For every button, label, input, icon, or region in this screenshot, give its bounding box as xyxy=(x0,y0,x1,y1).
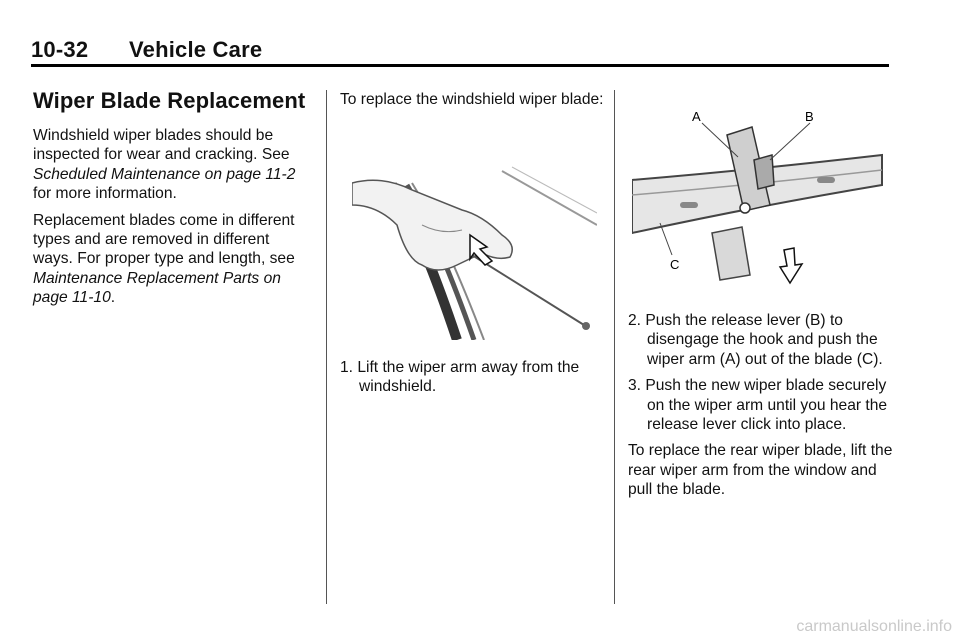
page-number: 10-32 xyxy=(31,37,89,62)
intro-text: To replace the windshield wiper blade: xyxy=(340,91,604,108)
lift-wiper-arm-illustration xyxy=(352,165,597,340)
column-2-steps xyxy=(340,358,605,404)
callout-b: B xyxy=(805,109,814,124)
page-header xyxy=(31,37,262,63)
callout-c: C xyxy=(670,257,680,272)
header-rule xyxy=(31,64,889,67)
paragraph-text: Replacement blades come in different types and are removed in different ways. For proper type and length, see xyxy=(33,211,295,268)
step-3: 3. Push the new wiper blade securely on the wiper arm until you hear the release lever click into place. xyxy=(628,377,888,434)
paragraph-text: . xyxy=(110,289,116,307)
column-divider xyxy=(326,90,327,604)
section-title: Vehicle Care xyxy=(129,37,263,62)
release-lever-illustration xyxy=(632,105,887,290)
step-1: 1. Lift the wiper arm away from the windshield. xyxy=(340,359,580,396)
step-2: 2. Push the release lever (B) to disengage the hook and push the wiper arm (A) out of the blade (C). xyxy=(628,312,883,368)
rear-wiper-text: To replace the rear wiper blade, lift the rear wiper arm from the window and pull the blade. xyxy=(628,442,893,499)
column-1 xyxy=(33,87,313,315)
callout-a: A xyxy=(692,109,701,124)
column-divider xyxy=(614,90,615,604)
paragraph-replacement xyxy=(33,211,313,308)
footer-watermark: carmanualsonline.info xyxy=(796,618,952,635)
page-title: Wiper Blade Replacement xyxy=(33,88,306,113)
column-3 xyxy=(628,311,893,507)
paragraph-text: Windshield wiper blades should be inspected for wear and cracking. See xyxy=(33,127,290,164)
paragraph-inspection xyxy=(33,126,313,204)
cross-reference-link[interactable]: Maintenance Replacement Parts on page 11-10 xyxy=(33,269,281,307)
cross-reference-link[interactable]: Scheduled Maintenance on page 11-2 xyxy=(33,165,296,183)
paragraph-text: for more information. xyxy=(33,185,177,203)
column-2 xyxy=(340,90,605,116)
